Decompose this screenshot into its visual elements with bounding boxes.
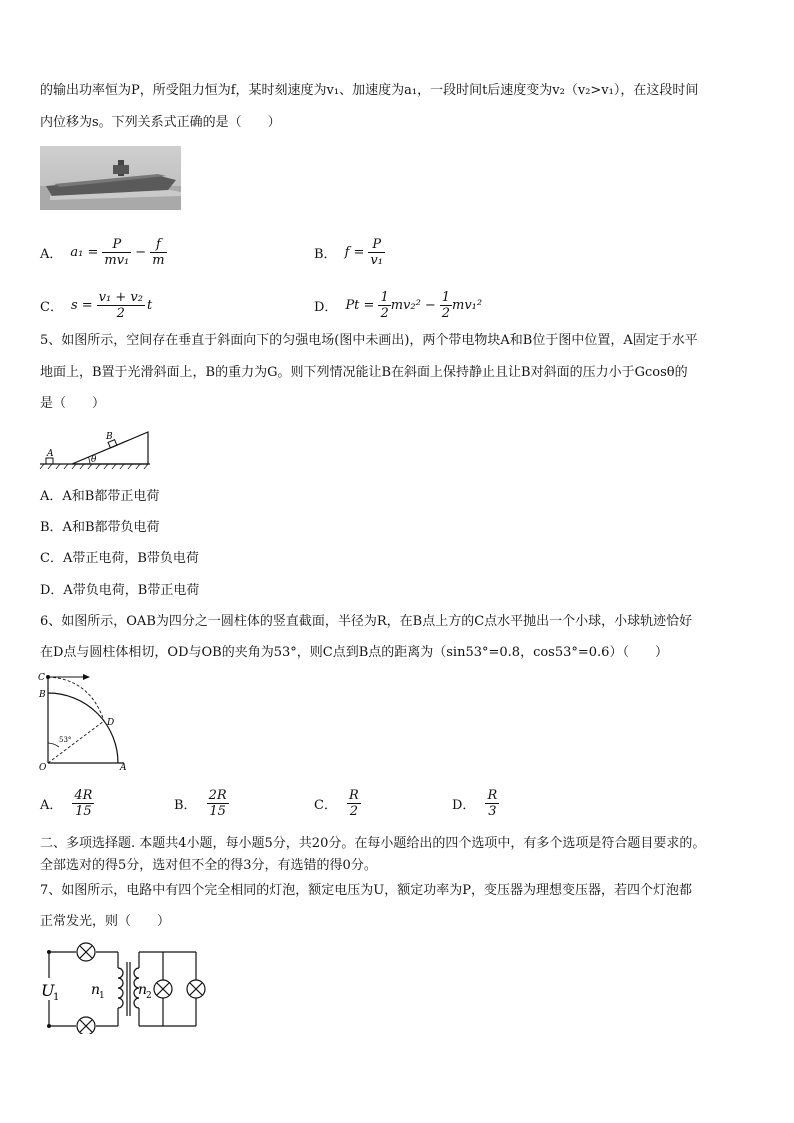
label-angle: 53° — [59, 736, 72, 744]
option-c-tail: t — [146, 297, 153, 313]
option-label: C． — [314, 797, 337, 813]
option-b-fraction: $\frac{2R}{15}$ — [208, 787, 227, 819]
q5-option-b[interactable]: B．A和B都带负电荷 — [40, 520, 160, 535]
option-d-term-2: mv₁² — [452, 297, 483, 313]
option-a-lhs: a₁ = — [70, 244, 99, 260]
q5-stem-line2: 地面上，B置于光滑斜面上，B的重力为G。则下列情况能让B在斜面上保持静止且让B对斜面的压力小于Gcosθ的 — [40, 365, 688, 380]
option-c-fraction: $\frac{R}{2}$ — [348, 787, 359, 819]
section-2-heading-line1: 二、多项选择题. 本题共4小题，每小题5分，共20分。在每小题给出的四个选项中，有多个选项是符合题目要求的。 — [40, 836, 706, 851]
option-label: C． — [40, 299, 63, 315]
option-label: B． — [174, 797, 197, 813]
label-n2: n — [138, 982, 148, 998]
label-n1: n — [91, 982, 101, 998]
label-b: B — [106, 432, 113, 442]
option-b-fraction: $\frac{P}{\text{v₁}}$ — [370, 236, 383, 268]
option-d-fraction-1: $\frac{1}{2}$ — [380, 289, 389, 321]
aircraft-carrier-photo — [40, 146, 181, 210]
q4-option-b[interactable] — [314, 232, 385, 272]
option-d-term-1: mv₂² — [390, 297, 421, 313]
label-a: A — [47, 449, 54, 459]
q4-option-d[interactable] — [314, 285, 482, 325]
section-2-heading-line2: 全部选对的得5分，选对但不全的得3分，有选错的得0分。 — [40, 858, 377, 873]
q6-option-a[interactable] — [40, 783, 94, 823]
option-d-lhs: Pt = — [345, 297, 375, 313]
option-label: D． — [314, 299, 338, 315]
q7-stem-line2: 正常发光，则（ ） — [40, 914, 171, 929]
q6-quarter-cylinder-figure — [38, 670, 134, 774]
option-a-fraction-1: $\frac{P}{\text{mv₁}}$ — [104, 236, 130, 268]
option-label: D． — [452, 797, 476, 813]
option-c-fraction: $\frac{\text{v₁ + v₂}}{2}$ — [98, 289, 143, 321]
q4-option-c[interactable] — [40, 285, 152, 325]
option-a-minus: − — [135, 244, 147, 260]
q4-option-a[interactable] — [40, 232, 167, 272]
q6-stem-line2: 在D点与圆柱体相切，OD与OB的夹角为53°，则C点到B点的距离为（sin53°=0.8，cos53°=0.6）（ ） — [40, 645, 668, 660]
label-c: C — [38, 673, 45, 683]
q6-option-c[interactable] — [314, 783, 361, 823]
q7-stem-line1: 7、如图所示，电路中有四个完全相同的灯泡，额定电压为U，额定功率为P，变压器为理想变压器，若四个灯泡都 — [40, 883, 692, 898]
label-u-sub: 1 — [53, 992, 60, 1003]
option-label: A． — [40, 797, 63, 813]
q5-stem-line3: 是（ ） — [40, 396, 106, 411]
q6-option-b[interactable] — [174, 783, 229, 823]
option-d-fraction-2: $\frac{1}{2}$ — [441, 289, 451, 321]
q6-option-d[interactable] — [452, 783, 499, 823]
label-b: B — [39, 690, 46, 700]
label-theta: θ — [91, 455, 97, 465]
label-o: O — [39, 763, 47, 773]
option-c-lhs: s = — [70, 297, 93, 313]
label-a: A — [120, 763, 127, 773]
q4-stem-line1: 的输出功率恒为P，所受阻力恒为f，某时刻速度为v₁、加速度为a₁，一段时间t后速度变为v₂（v₂>v₁），在这段时间 — [40, 83, 699, 98]
option-a-fraction: $\frac{4R}{15}$ — [74, 787, 93, 819]
label-n1-sub: 1 — [99, 991, 105, 1001]
option-b-lhs: f = — [344, 244, 365, 260]
label-u: U — [41, 981, 55, 1000]
q7-transformer-circuit-figure — [38, 938, 208, 1034]
q5-option-d[interactable]: D．A带负电荷，B带正电荷 — [40, 583, 200, 598]
option-label: A． — [40, 246, 63, 262]
q6-stem-line1: 6、如图所示，OAB为四分之一圆柱体的竖直截面，半径为R，在B点上方的C点水平抛出一个小球，小球轨迹恰好 — [40, 614, 693, 629]
option-label: B． — [314, 246, 337, 262]
option-a-fraction-2: $\frac{f}{m}$ — [152, 236, 165, 268]
label-d: D — [107, 718, 115, 728]
option-d-fraction: $\frac{R}{3}$ — [487, 787, 498, 819]
q4-stem-line2: 内位移为s。下列关系式正确的是（ ） — [40, 115, 281, 130]
label-n2-sub: 2 — [146, 991, 152, 1001]
q5-stem-line1: 5、如图所示，空间存在垂直于斜面向下的匀强电场(图中未画出)，两个带电物块A和B位于图中位置，A固定于水平 — [40, 333, 698, 348]
q5-option-c[interactable]: C．A带正电荷，B带负电荷 — [40, 551, 199, 566]
q5-option-a[interactable]: A．A和B都带正电荷 — [40, 489, 160, 504]
q5-incline-figure — [38, 424, 154, 470]
option-d-minus: − — [424, 297, 436, 313]
